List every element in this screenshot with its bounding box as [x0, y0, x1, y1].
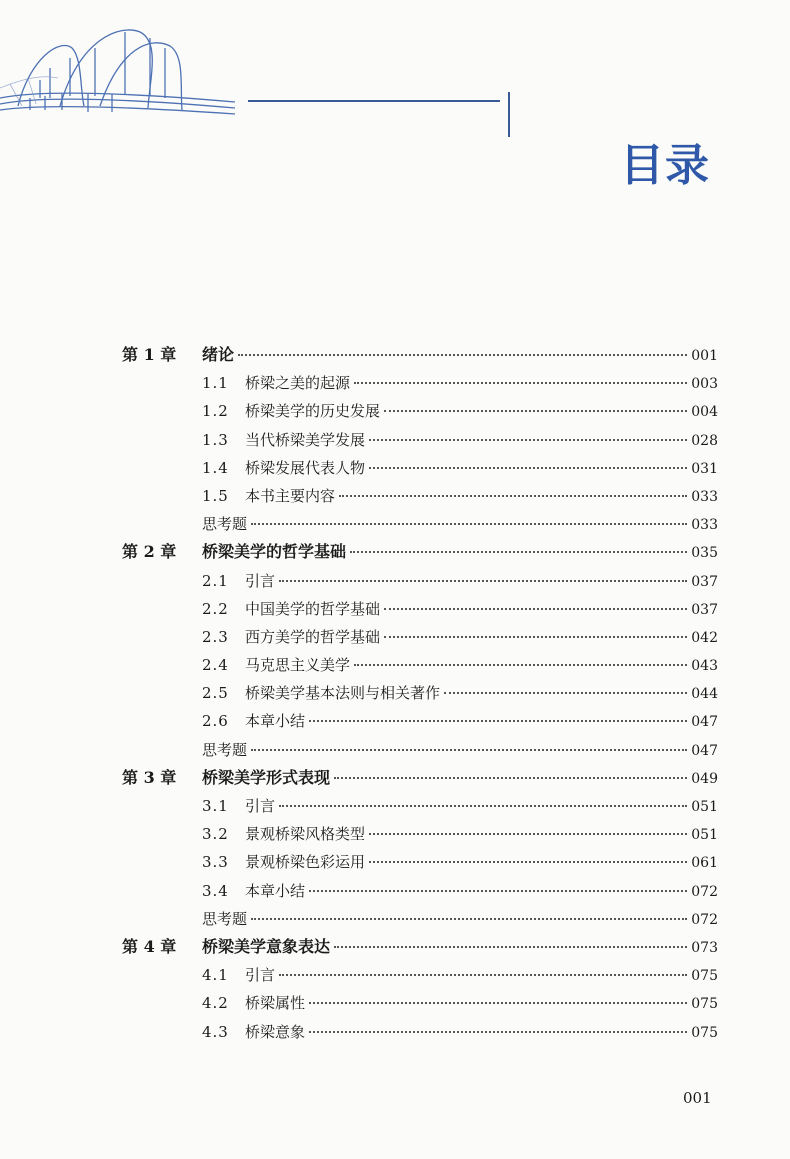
dot-leader [309, 1002, 687, 1004]
toc-entry [245, 623, 718, 652]
toc-number: 第 1 章 [122, 345, 177, 364]
toc-section-row[interactable] [0, 877, 790, 905]
header-rule [248, 100, 500, 102]
toc-chapter-row[interactable] [0, 538, 790, 566]
toc-page-number: 004 [691, 404, 718, 421]
toc-chapter-row[interactable] [0, 764, 790, 792]
toc-page-number: 043 [691, 658, 718, 675]
toc-number: 3.3 [202, 853, 229, 872]
toc-entry [245, 792, 718, 821]
toc-title: 桥梁美学形式表现 [202, 767, 331, 787]
toc-number: 4.2 [202, 994, 229, 1013]
toc-page-number: 047 [691, 714, 718, 731]
dot-leader [384, 608, 687, 610]
toc-title: 桥梁属性 [245, 994, 306, 1013]
toc-number: 1.1 [202, 374, 229, 393]
toc-number: 第 3 章 [122, 767, 177, 787]
toc-title: 桥梁美学的历史发展 [245, 402, 381, 421]
toc-number: 1.3 [202, 430, 229, 449]
toc-title: 桥梁美学的哲学基础 [202, 542, 347, 562]
toc-section-row[interactable] [0, 961, 790, 989]
toc-entry [245, 1018, 718, 1047]
dot-leader [309, 890, 687, 892]
toc-entry [245, 426, 718, 455]
dot-leader [251, 523, 687, 525]
toc-title: 绪论 [202, 345, 235, 364]
toc-entry [245, 679, 718, 708]
dot-leader [251, 918, 687, 920]
toc-title: 西方美学的哲学基础 [245, 627, 381, 646]
toc-number: 3.2 [202, 825, 229, 844]
dot-leader [309, 720, 687, 722]
toc-section-row[interactable] [0, 989, 790, 1017]
toc-title: 引言 [245, 797, 276, 815]
page-number: 001 [683, 1089, 712, 1107]
toc-title: 桥梁之美的起源 [245, 374, 351, 393]
toc-entry [245, 595, 718, 624]
toc-page-number: 001 [691, 348, 718, 364]
toc-number: 2.3 [202, 627, 229, 646]
toc-section-row[interactable] [0, 651, 790, 679]
dot-leader [369, 467, 687, 469]
toc-entry [245, 848, 718, 877]
toc-number: 2.1 [202, 571, 229, 590]
dot-leader [279, 580, 687, 582]
toc-title: 思考题 [202, 740, 248, 759]
toc-title: 当代桥梁美学发展 [245, 430, 366, 449]
dot-leader [369, 833, 687, 835]
toc-section-row[interactable] [0, 707, 790, 735]
toc-entry [202, 764, 718, 793]
toc-chapter-row[interactable] [0, 341, 790, 369]
toc-number: 2.5 [202, 684, 229, 703]
toc-title: 引言 [245, 571, 276, 590]
toc-page-number: 072 [691, 883, 718, 900]
toc-page-number: 047 [691, 742, 718, 759]
dot-leader [279, 974, 687, 976]
toc-exercise-row[interactable] [0, 905, 790, 933]
toc-entry [245, 651, 718, 680]
dot-leader [384, 410, 687, 412]
dot-leader [309, 1031, 687, 1033]
dot-leader [334, 946, 687, 948]
toc-entry [202, 510, 718, 539]
toc-page-number: 075 [691, 1024, 718, 1041]
header-vertical-rule [508, 92, 510, 137]
toc-section-row[interactable] [0, 1018, 790, 1046]
toc-entry [245, 482, 718, 511]
toc-number: 4.1 [202, 966, 229, 985]
toc-page-number: 028 [691, 432, 718, 449]
toc-section-row[interactable] [0, 426, 790, 454]
toc-number: 3.1 [202, 797, 229, 815]
dot-leader [251, 749, 687, 751]
toc-title: 桥梁意象 [245, 1022, 306, 1041]
dot-leader [369, 861, 687, 863]
dot-leader [354, 664, 687, 666]
toc-page-number: 061 [691, 855, 718, 872]
toc-section-row[interactable] [0, 820, 790, 848]
dot-leader [354, 382, 687, 384]
toc-section-row[interactable] [0, 792, 790, 820]
toc-entry [245, 989, 718, 1018]
toc-entry [202, 736, 718, 765]
toc-exercise-row[interactable] [0, 510, 790, 538]
toc-title: 本书主要内容 [245, 486, 336, 505]
toc-entry [245, 567, 718, 596]
toc-title: 桥梁美学意象表达 [202, 936, 331, 956]
toc-entry [245, 369, 718, 398]
toc-number: 第 4 章 [122, 936, 177, 956]
dot-leader [369, 439, 687, 441]
toc-number: 4.3 [202, 1022, 229, 1041]
dot-leader [279, 805, 687, 807]
table-of-contents [0, 341, 790, 1046]
dot-leader [444, 692, 687, 694]
toc-number: 2.6 [202, 712, 229, 731]
toc-section-row[interactable] [0, 679, 790, 707]
toc-page-number: 073 [691, 939, 718, 956]
toc-title: 引言 [245, 966, 276, 985]
toc-title: 桥梁美学基本法则与相关著作 [245, 684, 441, 703]
toc-entry [202, 933, 718, 962]
toc-page-number: 075 [691, 996, 718, 1013]
toc-title: 马克思主义美学 [245, 656, 351, 675]
toc-title: 中国美学的哲学基础 [245, 599, 381, 618]
toc-section-row[interactable] [0, 454, 790, 482]
toc-entry [245, 820, 718, 849]
toc-exercise-row[interactable] [0, 736, 790, 764]
dot-leader [350, 551, 687, 553]
toc-entry [245, 961, 718, 990]
toc-title: 景观桥梁色彩运用 [245, 853, 366, 872]
bridge-arch-icon [0, 18, 235, 118]
toc-number: 3.4 [202, 881, 229, 900]
toc-page-number: 033 [691, 517, 718, 534]
toc-title: 本章小结 [245, 712, 306, 731]
toc-page-number: 044 [691, 686, 718, 703]
dot-leader [339, 495, 687, 497]
page-title: 目录 [620, 140, 710, 191]
toc-entry [202, 538, 718, 567]
toc-page-number: 037 [691, 573, 718, 590]
toc-number: 1.5 [202, 486, 229, 505]
toc-page-number: 042 [691, 629, 718, 646]
toc-page-number: 072 [691, 911, 718, 928]
dot-leader [384, 636, 687, 638]
toc-title: 思考题 [202, 515, 248, 534]
toc-section-row[interactable] [0, 369, 790, 397]
toc-section-row[interactable] [0, 567, 790, 595]
toc-chapter-row[interactable] [0, 933, 790, 961]
toc-entry [202, 905, 718, 934]
toc-page-number: 031 [691, 460, 718, 477]
toc-number: 1.2 [202, 402, 229, 421]
toc-number: 2.4 [202, 656, 229, 675]
toc-entry [245, 707, 718, 736]
dot-leader [238, 354, 687, 356]
toc-section-row[interactable] [0, 595, 790, 623]
toc-section-row[interactable] [0, 623, 790, 651]
toc-page-number: 033 [691, 488, 718, 505]
toc-title: 景观桥梁风格类型 [245, 825, 366, 844]
toc-entry [245, 454, 718, 483]
toc-entry [245, 397, 718, 426]
dot-leader [334, 777, 687, 779]
toc-section-row[interactable] [0, 397, 790, 425]
toc-number: 第 2 章 [122, 542, 177, 562]
toc-title: 桥梁发展代表人物 [245, 458, 366, 477]
toc-page-number: 003 [691, 376, 718, 393]
toc-title: 本章小结 [245, 881, 306, 900]
toc-page-number: 051 [691, 799, 718, 815]
toc-entry [202, 341, 718, 370]
toc-section-row[interactable] [0, 848, 790, 876]
toc-title: 思考题 [202, 909, 248, 928]
toc-page-number: 049 [691, 770, 718, 787]
toc-section-row[interactable] [0, 482, 790, 510]
toc-page-number: 075 [691, 968, 718, 985]
toc-page-number: 037 [691, 601, 718, 618]
toc-page-number: 051 [691, 827, 718, 844]
toc-entry [245, 877, 718, 906]
toc-page-number: 035 [691, 545, 718, 562]
toc-number: 1.4 [202, 458, 229, 477]
toc-number: 2.2 [202, 599, 229, 618]
